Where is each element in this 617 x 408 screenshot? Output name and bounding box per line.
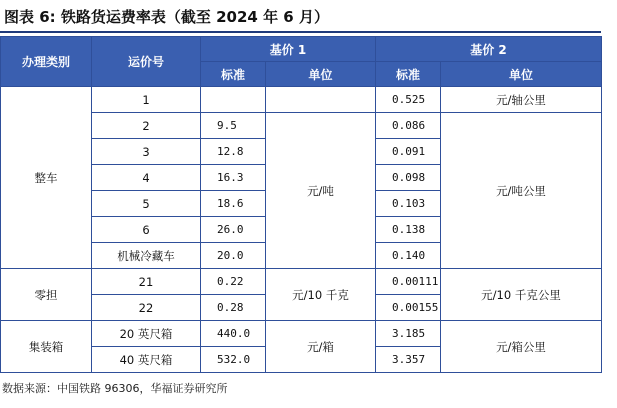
base2-standard-cell: 0.138 [376,217,441,243]
base2-standard-cell: 0.00111 [376,269,441,295]
rate-no-cell: 3 [92,139,201,165]
freight-rate-table [0,36,602,373]
rate-no-cell: 22 [92,295,201,321]
category-cell: 集装箱 [1,321,92,373]
figure-title: 图表 6: 铁路货运费率表（截至 2024 年 6 月） [4,8,329,26]
category-cell: 零担 [1,269,92,321]
header-base2-standard: 标准 [376,62,441,87]
header-base1-standard: 标准 [201,62,266,87]
rate-no-cell: 2 [92,113,201,139]
data-source-note: 数据来源：中国铁路 96306，华福证券研究所 [2,382,228,395]
rate-no-cell: 6 [92,217,201,243]
base2-standard-cell: 0.525 [376,87,441,113]
base1-standard-cell: 26.0 [201,217,266,243]
base2-unit-cell: 元/箱公里 [441,321,602,373]
base1-standard-cell: 0.22 [201,269,266,295]
base2-standard-cell: 0.098 [376,165,441,191]
base2-unit-cell: 元/吨公里 [441,113,602,269]
base1-standard-cell: 440.0 [201,321,266,347]
base1-unit-cell [266,87,376,113]
header-category: 办理类别 [1,37,92,87]
table-row [1,113,602,139]
base1-standard-cell: 18.6 [201,191,266,217]
base2-standard-cell: 0.00155 [376,295,441,321]
rate-no-cell: 4 [92,165,201,191]
base1-standard-cell: 9.5 [201,113,266,139]
base2-standard-cell: 0.103 [376,191,441,217]
base1-unit-cell: 元/箱 [266,321,376,373]
base1-standard-cell: 16.3 [201,165,266,191]
base2-standard-cell: 3.185 [376,321,441,347]
base1-standard-cell: 0.28 [201,295,266,321]
header-row-1 [1,37,602,62]
base2-unit-cell: 元/10 千克公里 [441,269,602,321]
header-base2: 基价 2 [376,37,602,62]
table-row [1,321,602,347]
base1-standard-cell: 532.0 [201,347,266,373]
header-rate-no: 运价号 [92,37,201,87]
base2-standard-cell: 0.086 [376,113,441,139]
category-cell: 整车 [1,87,92,269]
base1-standard-cell: 12.8 [201,139,266,165]
table-row [1,87,602,113]
header-base1-unit: 单位 [266,62,376,87]
base2-standard-cell: 0.140 [376,243,441,269]
rate-no-cell: 20 英尺箱 [92,321,201,347]
rate-no-cell: 机械冷藏车 [92,243,201,269]
base1-unit-cell: 元/吨 [266,113,376,269]
header-base2-unit: 单位 [441,62,602,87]
base1-standard-cell: 20.0 [201,243,266,269]
header-base1: 基价 1 [201,37,376,62]
base1-unit-cell: 元/10 千克 [266,269,376,321]
rate-no-cell: 40 英尺箱 [92,347,201,373]
table-row [1,269,602,295]
base2-standard-cell: 0.091 [376,139,441,165]
title-underline [0,31,601,33]
base2-standard-cell: 3.357 [376,347,441,373]
rate-no-cell: 5 [92,191,201,217]
rate-no-cell: 1 [92,87,201,113]
base2-unit-cell: 元/轴公里 [441,87,602,113]
rate-no-cell: 21 [92,269,201,295]
base1-standard-cell [201,87,266,113]
